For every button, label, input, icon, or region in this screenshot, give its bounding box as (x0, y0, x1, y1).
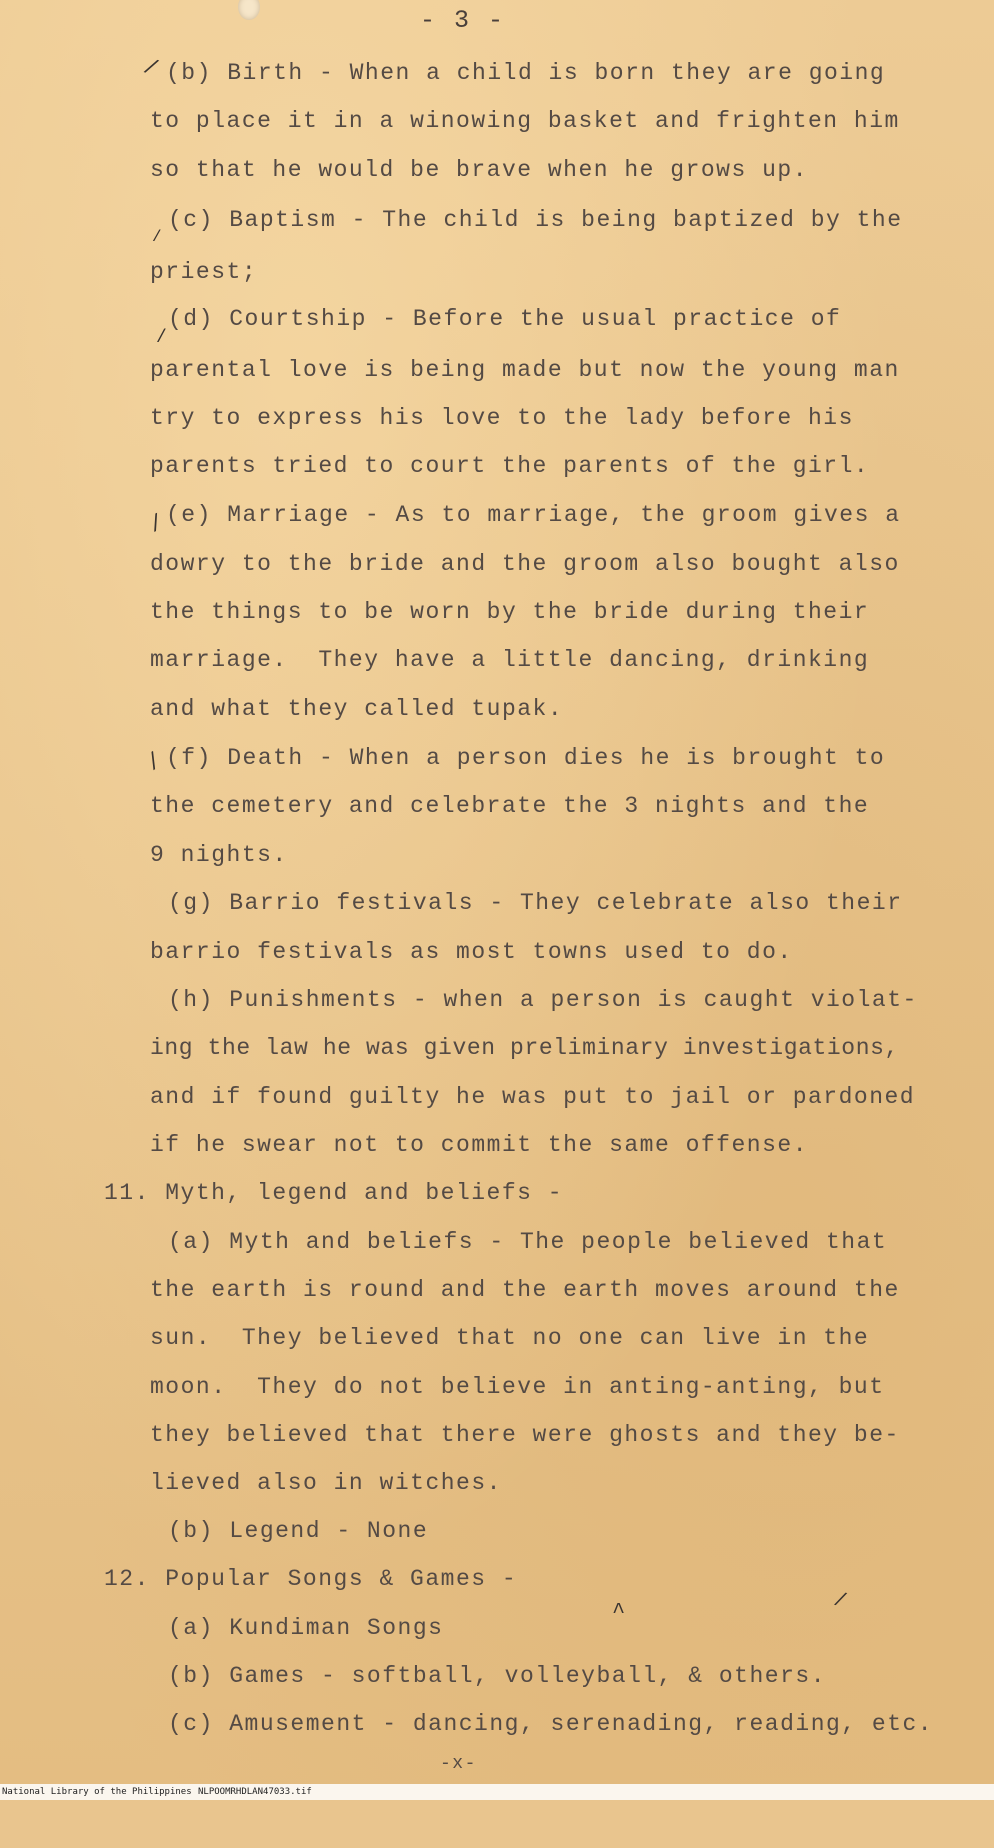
text-line: dowry to the bride and the groom also bought also (150, 551, 900, 577)
text-line: (d) Courtship - Before the usual practice of (168, 306, 842, 332)
text-line: so that he would be brave when he grows up. (150, 157, 808, 183)
text-line: (h) Punishments - when a person is caught violat- (168, 987, 918, 1013)
text-line: (e) Marriage - As to marriage, the groom gives a (166, 502, 901, 528)
text-line: lieved also in witches. (150, 1470, 502, 1496)
text-line: (a) Myth and beliefs - The people believed that (168, 1229, 888, 1255)
text-line: ing the law he was given preliminary investigations, (150, 1035, 899, 1061)
text-line: (c) Amusement - dancing, serenading, reading, etc. (168, 1711, 934, 1737)
section-heading: 12. Popular Songs & Games - (104, 1566, 518, 1592)
footer-filename: NLPOOMRHDLAN47033.tif (198, 1787, 312, 1797)
check-mark: / (152, 228, 162, 246)
check-mark: / (156, 328, 167, 348)
text-line: (b) Games - softball, volleyball, & others. (168, 1663, 826, 1689)
check-mark: / (145, 510, 168, 539)
page-number: - 3 - (420, 6, 506, 35)
text-line: to place it in a winowing basket and frighten him (150, 108, 900, 134)
text-line: they believed that there were ghosts and they be- (150, 1422, 900, 1448)
text-line: parents tried to court the parents of the girl. (150, 453, 870, 479)
text-line: sun. They believed that no one can live in the (150, 1325, 870, 1351)
text-line: the earth is round and the earth moves around the (150, 1277, 900, 1303)
text-line: 9 nights. (150, 842, 288, 868)
pencil-mark: ^ (612, 1600, 626, 1625)
text-line: parental love is being made but now the young man (150, 357, 900, 383)
text-line: moon. They do not believe in anting-anting, but (150, 1374, 885, 1400)
section-heading: 11. Myth, legend and beliefs - (104, 1180, 564, 1206)
end-mark: -x- (440, 1754, 477, 1774)
text-line: priest; (150, 259, 258, 285)
text-line: the things to be worn by the bride during their (150, 599, 870, 625)
check-mark: / (140, 54, 162, 83)
pencil-mark: / (831, 1588, 849, 1615)
footer-library: National Library of the Philippines (2, 1787, 192, 1797)
text-line: try to express his love to the lady before his (150, 405, 854, 431)
text-line: (f) Death - When a person dies he is brought to (166, 745, 886, 771)
paper-hole (238, 0, 260, 20)
text-line: (b) Legend - None (168, 1518, 429, 1544)
archive-footer (0, 1784, 994, 1800)
text-line: (b) Birth - When a child is born they are going (166, 60, 886, 86)
text-line: (a) Kundiman Songs (168, 1615, 444, 1641)
text-line: barrio festivals as most towns used to do. (150, 939, 793, 965)
text-line: and if found guilty he was put to jail or pardoned (150, 1084, 916, 1110)
text-line: marriage. They have a little dancing, drinking (150, 647, 870, 673)
text-line: and what they called tupak. (150, 696, 564, 722)
text-line: (g) Barrio festivals - They celebrate also their (168, 890, 903, 916)
text-line: the cemetery and celebrate the 3 nights and the (150, 793, 870, 819)
text-line: (c) Baptism - The child is being baptized by the (168, 207, 903, 233)
check-mark: / (142, 748, 168, 777)
text-line: if he swear not to commit the same offense. (150, 1132, 808, 1158)
